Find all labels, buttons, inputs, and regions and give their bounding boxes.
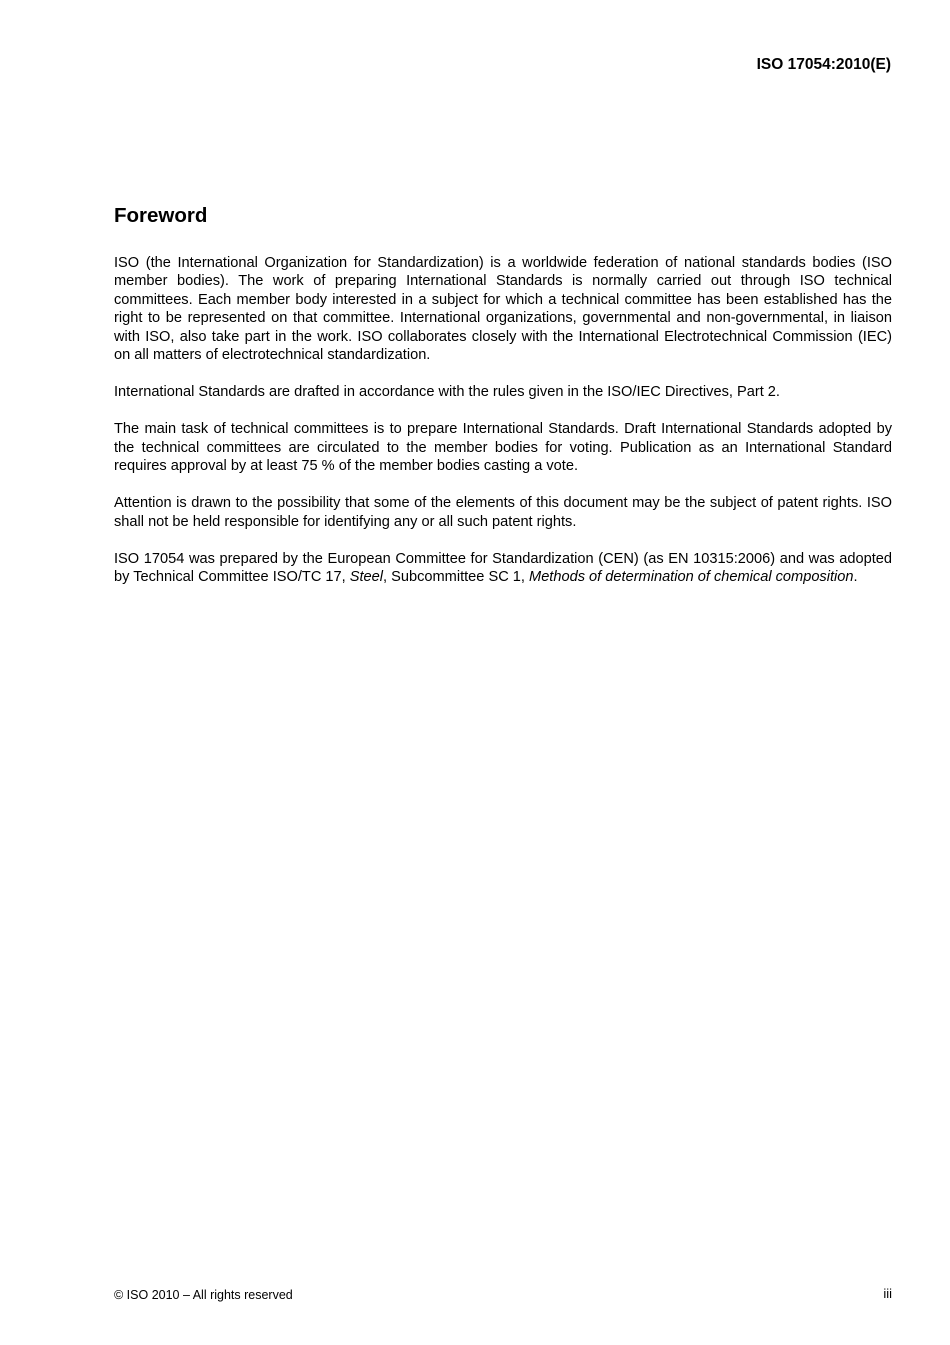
subcommittee-name: Methods of determination of chemical composition xyxy=(529,569,854,586)
paragraph-iso-federation: ISO (the International Organization for Standardization) is a worldwide federation of national standards bodies (ISO member bodies). The work of preparing International Standards is normally carried out through ISO technical committees. Each member body interested in a subject for which a technical committee has been established has the right to be represented on that committee. International organizations, governmental and non-governmental, in liaison with ISO, also take part in the work. ISO collaborates closely with the International Electrotechnical Commission (IEC) on all matters of electrotechnical standardization. xyxy=(114,255,892,364)
copyright-notice: © ISO 2010 – All rights reserved xyxy=(114,1288,293,1302)
document-identifier: ISO 17054:2010(E) xyxy=(756,56,891,73)
preparation-text-end: . xyxy=(853,569,858,586)
paragraph-preparation xyxy=(114,550,892,587)
section-heading: Foreword xyxy=(114,204,208,227)
page-number: iii xyxy=(883,1286,892,1301)
paragraph-technical-committees: The main task of technical committees is to prepare International Standards. Draft International Standards adopted by the technical committees are circulated to the member bodies for voting. Publication as an International Standard requires approval by at least 75 % of the member bodies casting a vote. xyxy=(114,421,892,475)
paragraph-directives: International Standards are drafted in accordance with the rules given in the ISO/IEC Directives, Part 2. xyxy=(114,384,780,401)
committee-name-steel: Steel xyxy=(349,569,384,586)
foreword-body xyxy=(114,254,892,606)
preparation-text-2: , Subcommittee SC 1, xyxy=(383,569,530,586)
preparation-text-1: ISO 17054 was prepared by the European Committee for Standardization (CEN) (as EN 10315:2006) and was adopted by Technical Committee ISO/TC 17, xyxy=(114,551,892,586)
paragraph-patent-rights: Attention is drawn to the possibility that some of the elements of this document may be the subject of patent rights. ISO shall not be held responsible for identifying any or all such patent rights. xyxy=(114,495,892,530)
